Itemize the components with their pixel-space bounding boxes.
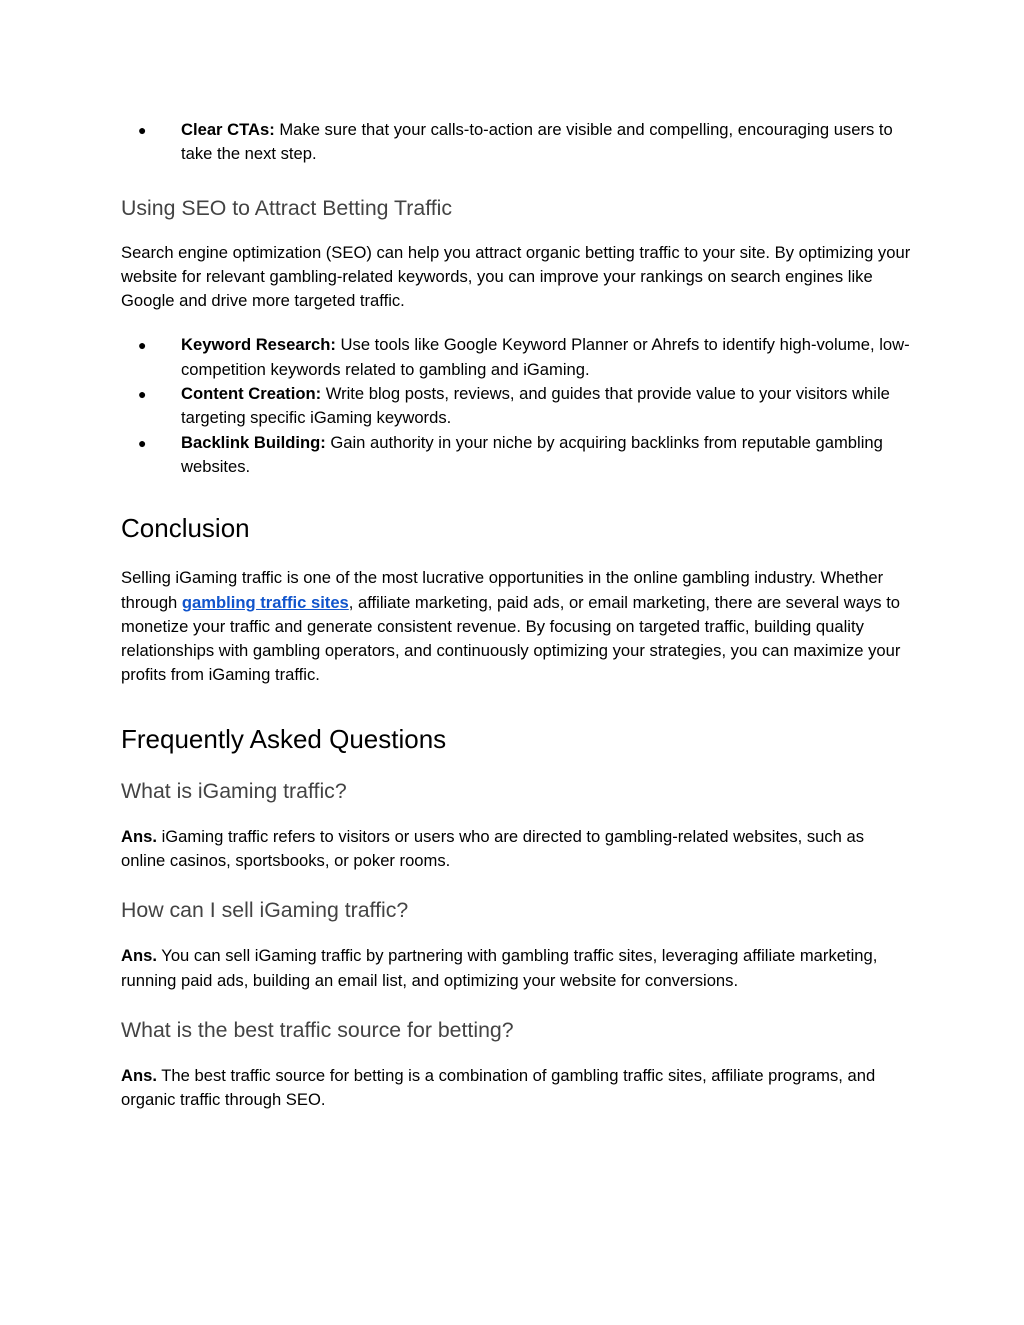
bullet-icon: ● — [138, 434, 147, 451]
faq-answer-3 — [121, 1064, 911, 1113]
seo-intro-paragraph: Search engine optimization (SEO) can help you attract organic betting traffic to your site. By optimizing your website for relevant gambling-related keywords, you can improve your rankings on search engines like Google and drive more targeted traffic. — [121, 242, 911, 311]
cta-bullet-list — [121, 118, 911, 167]
bullet-icon: ● — [138, 337, 147, 354]
bullet-text: Use tools like Google Keyword Planner or Ahrefs to identify high-volume, low-competition keywords related to gambling and iGaming. — [181, 335, 910, 379]
gambling-traffic-sites-link[interactable]: gambling traffic sites — [181, 592, 349, 612]
list-item — [121, 333, 911, 382]
conclusion-text-end: , affiliate marketing, paid ads, or email marketing, there are several ways to monetize your traffic and generate consistent revenue. By focusing on targeted traffic, building quality relationships with gambling operators, and continuously optimizing your strategies, you can maximize your profits from iGaming traffic. — [121, 592, 901, 685]
conclusion-heading: Conclusion — [121, 513, 250, 544]
faq-question-1: What is iGaming traffic? — [121, 778, 347, 803]
list-item — [121, 118, 911, 167]
ans-label: Ans. — [121, 826, 157, 846]
bullet-text: Write blog posts, reviews, and guides that provide value to your visitors while targeting specific iGaming keywords. — [181, 384, 890, 428]
document-page — [121, 118, 911, 1113]
faq-question-2: How can I sell iGaming traffic? — [121, 898, 409, 923]
bullet-term: Clear CTAs: — [181, 120, 275, 139]
seo-heading: Using SEO to Attract Betting Traffic — [121, 195, 453, 220]
list-item — [121, 382, 911, 431]
faq-answer-2 — [121, 944, 911, 993]
bullet-text: Gain authority in your niche by acquiring backlinks from reputable gambling websites. — [181, 432, 883, 476]
ans-label: Ans. — [121, 946, 157, 966]
bullet-term: Keyword Research: — [181, 335, 336, 355]
ans-label: Ans. — [121, 1065, 157, 1085]
conclusion-paragraph — [121, 566, 911, 687]
answer-text: The best traffic source for betting is a combination of gambling traffic sites, affiliate programs, and organic traffic through SEO. — [121, 1065, 876, 1110]
bullet-icon: ● — [138, 122, 147, 138]
answer-text: iGaming traffic refers to visitors or users who are directed to gambling-related websites, such as online casinos, sportsbooks, or poker rooms. — [121, 826, 865, 871]
seo-bullet-list — [121, 333, 911, 479]
bullet-term: Content Creation: — [181, 384, 322, 404]
list-item — [121, 431, 911, 480]
conclusion-text-start: Selling iGaming traffic is one of the most lucrative opportunities in the online gambling industry. Whether through — [121, 568, 884, 612]
faq-heading: Frequently Asked Questions — [121, 723, 447, 754]
faq-question-3: What is the best traffic source for betting? — [121, 1017, 514, 1042]
bullet-text: Make sure that your calls-to-action are visible and compelling, encouraging users to take the next step. — [181, 120, 893, 164]
answer-text: You can sell iGaming traffic by partnering with gambling traffic sites, leveraging affiliate marketing, running paid ads, building an email list, and optimizing your website for conversions. — [121, 946, 878, 990]
bullet-icon: ● — [138, 386, 147, 403]
faq-answer-1 — [121, 825, 911, 874]
bullet-term: Backlink Building: — [181, 432, 326, 452]
